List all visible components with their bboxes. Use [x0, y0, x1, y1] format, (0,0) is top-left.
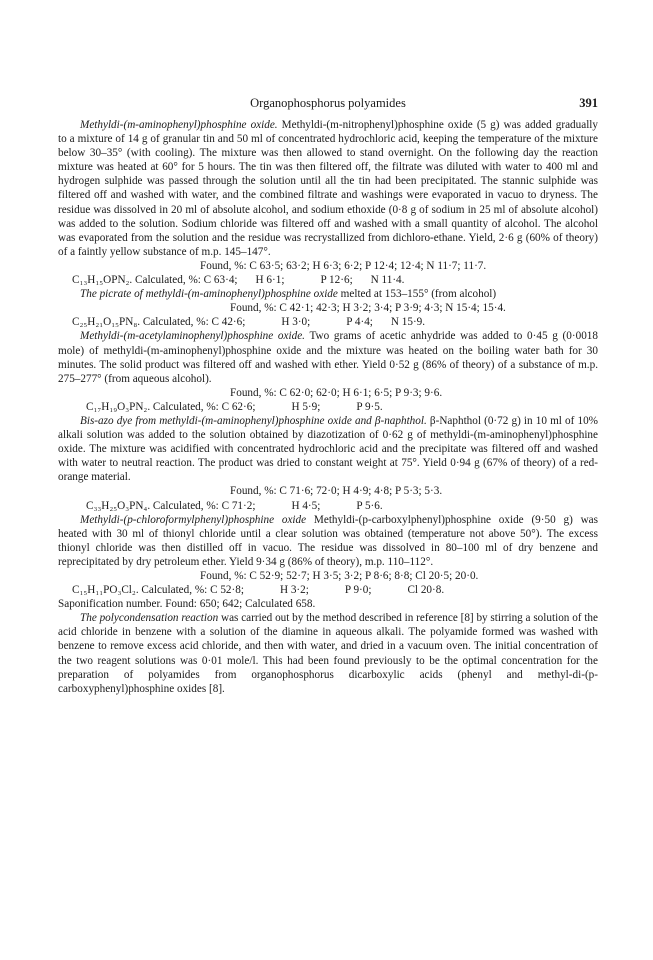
paragraph-polycondensation: [58, 611, 598, 696]
found-line: Found, %: C 52·9; 52·7; H 3·5; 3·2; P 8·6; 8·8; Cl 20·5; 20·0.: [200, 570, 479, 582]
found-line: Found, %: C 62·0; 62·0; H 6·1; 6·5; P 9·3; 9·6.: [230, 386, 443, 399]
calc-formula: C₃₃H₂₅O₃PN₄. Calculated, %: C 71·2;: [86, 499, 256, 512]
calc-value: P 9·5.: [356, 400, 383, 413]
paragraph-body: melted at 153–155° (from alcohol): [340, 288, 497, 301]
paragraph-aminophenyl: [58, 118, 598, 259]
found-line: Found, %: C 71·6; 72·0; H 4·9; 4·8; P 5·3; 5·3.: [230, 485, 443, 498]
calc-value: Cl 20·8.: [407, 584, 445, 597]
calc-value: N 15·9.: [390, 316, 426, 329]
calc-value: H 3·0;: [281, 316, 311, 329]
calc-value: P 4·4;: [346, 316, 373, 329]
calc-value: H 5·9;: [291, 400, 321, 413]
calc-value: P 9·0;: [344, 584, 372, 597]
paragraph-body: Methyldi-(m-nitrophenyl)phosphine oxide (5 g) was added gradually to a mixture of 14 g of granular tin and 50 ml of concentrated hydrochloric acid, keeping the temperature of the mixture below 30–35° (with cooling). The mixture was then allowed to stand overnight. On the following day the reaction mixture was heated at 60° for 5 hours. The tin was then filtered off, the filtrate was diluted with water to 400 ml and hydrogen sulphide was passed through the solution until all the tin had been precipitated. The stannic sulphide was filtered off and washed with water, and the combined filtrate and washings were evaporated in vacuo to dryness. The residue was dissolved in 20 ml of absolute alcohol, and sodium ethoxide (0·8 g of sodium in 25 ml of absolute alcohol) was added to the solution. Sodium chloride was filtered off and washed with a small quantity of alcohol. The alcohol was evaporated from the solution and the residue was recrystallized from dichloro-ethane. Yield, 2·6 g (60% of theory) of a faintly yellow substance of m.p. 145–147°.: [58, 119, 599, 258]
saponification-line: Saponification number. Found: 650; 642; Calculated 658.: [58, 598, 316, 611]
calc-value: P 5·6.: [356, 499, 383, 512]
paragraph-body: Two grams of acetic anhydride was added to 0·45 g (0·0018 mole) of methyldi-(m-aminophenyl)phosphine oxide and the mixture was heated on the boiling water bath for 30 minutes. The solid product was filtered off and washed with ether. Yield 0·52 g (86% of theory) of a substance of m.p. 275–277° (from aqueous alcohol).: [58, 330, 598, 385]
section-title: The polycondensation reaction: [80, 612, 219, 625]
paragraph-picrate: [58, 287, 598, 301]
paragraph-chloroformyl: [58, 513, 598, 569]
section-title: Methyldi-(p-chloroformylphenyl)phosphine oxide: [80, 513, 307, 526]
paragraph-body: was carried out by the method described in reference [8] by stirring a solution of the acid chloride in benzene with a solution of the diamine in aqueous alkali. The polyamide formed was washed with benzene to remove excess acid chloride, and then with water, and dried in a vacuum oven. The initial concentration of the two reagent solutions was 0·01 mole/l. This had been found previously to be the optimal concentration for the preparation of polyamides from organophosphorus dicarboxylic acids (phenyl and methyl-di-(p-carboxyphenyl)phosphine oxides [8].: [58, 612, 598, 695]
calc-formula: C₁₅H₁₁PO₃Cl₂. Calculated, %: C 52·8;: [72, 584, 244, 597]
paragraph-body: β-Naphthol (0·72 g) in 10 ml of 10% alkali solution was added to the solution obtained by diazotization of 0·62 g of methyldi-(m-aminophenyl)phosphine oxide. The mixture was acidified with concentrated hydrochloric acid and the precipitate was filtered off and washed with water to neutral reaction. The product was dried to constant weight at 75°. Yield 0·94 g (67% of theory) of a red-orange material.: [58, 414, 598, 484]
paragraph-acetylamino: [58, 329, 598, 385]
section-title: The picrate of methyldi-(m-aminophenyl)phosphine oxide: [80, 288, 338, 301]
paragraph-body: Methyldi-(p-carboxylphenyl)phosphine oxide (9·50 g) was heated with 30 ml of thionyl chloride until a clear solution was obtained (temperature not above 50°). The excess thionyl chloride was then distilled off in vacuo. The residue was dissolved in 80–100 ml of dry benzene and reprecipitated by dry petroleum ether. Yield 9·34 g (86% of theory), m.p. 110–112°.: [58, 513, 598, 568]
calc-formula: C₁₃H₁₅OPN₂. Calculated, %: C 63·4;: [72, 274, 238, 287]
calc-value: P 12·6;: [320, 274, 353, 287]
calc-value: H 3·2;: [279, 584, 309, 597]
calculated-line: [58, 400, 598, 414]
calculated-line: [58, 583, 598, 597]
calc-value: N 11·4.: [370, 274, 405, 287]
found-line: Found, %: C 63·5; 63·2; H 6·3; 6·2; P 12·4; 12·4; N 11·7; 11·7.: [200, 259, 487, 272]
page-number: 391: [579, 96, 598, 110]
calc-value: H 4·5;: [291, 499, 321, 512]
calc-formula: C₁₇H₁₉O₃PN₂. Calculated, %: C 62·6;: [86, 400, 256, 413]
calculated-line: [58, 499, 598, 513]
calculated-line: [58, 273, 598, 287]
page: [58, 96, 598, 696]
page-header: [58, 96, 598, 118]
found-line: Found, %: C 42·1; 42·3; H 3·2; 3·4; P 3·9; 4·3; N 15·4; 15·4.: [230, 302, 506, 315]
section-title: Bis-azo dye from methyldi-(m-aminophenyl)phosphine oxide and β-naphthol.: [80, 414, 427, 427]
running-title: Organophosphorus polyamides: [250, 96, 406, 110]
paragraph-bis-azo-dye: [58, 414, 598, 484]
calc-formula: C₂₅H₂₁O₁₅PN₈. Calculated, %: C 42·6;: [72, 316, 246, 329]
section-title: Methyldi-(m-acetylaminophenyl)phosphine oxide.: [80, 330, 305, 343]
section-title: Methyldi-(m-aminophenyl)phosphine oxide.: [80, 119, 278, 131]
calc-value: H 6·1;: [255, 274, 285, 287]
calculated-line: [58, 315, 598, 329]
